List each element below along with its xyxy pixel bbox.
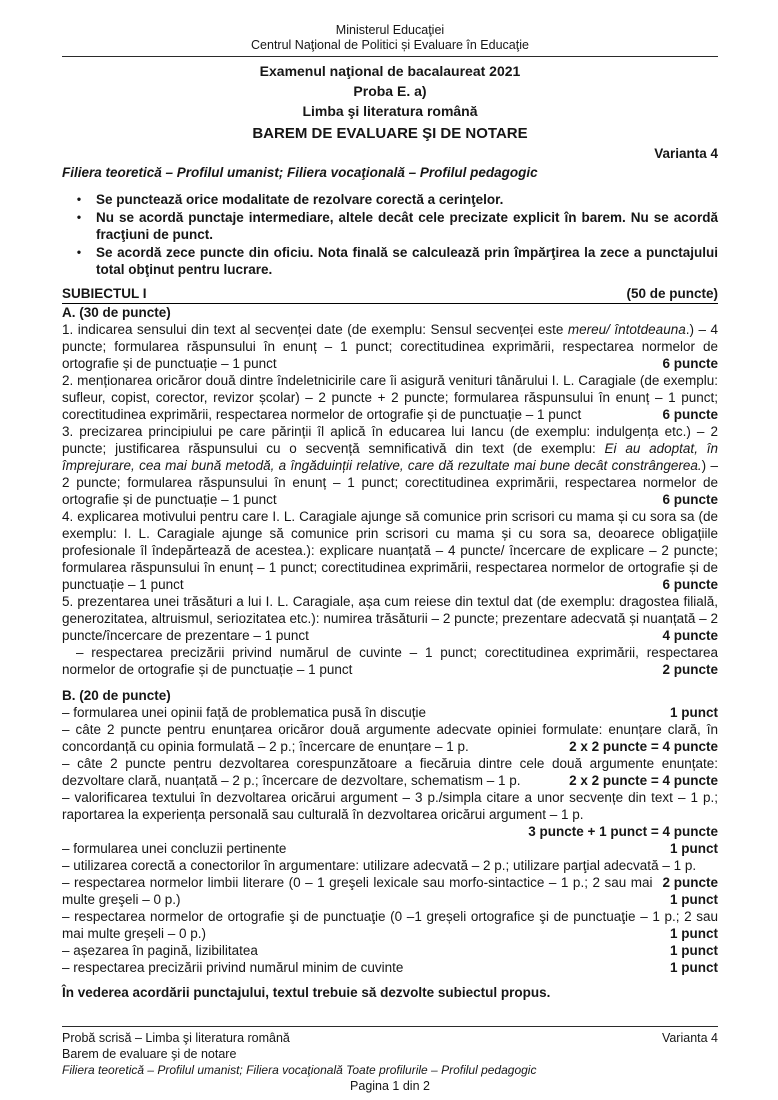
footer-page-number: Pagina 1 din 2 xyxy=(350,1079,430,1093)
points-value: 3 puncte + 1 punct = 4 puncte xyxy=(528,823,718,839)
rubric-example-text: Ei au adoptat, în împrejurare, cea mai bună metodă, a îngăduinții relative, care dă rezultate mai bune decât constrângerea. xyxy=(62,440,718,473)
rubric-item xyxy=(62,423,718,508)
footer-proba: Probă scrisă – Limba şi literatura română xyxy=(62,1031,290,1045)
points-value: 2 x 2 puncte = 4 puncte xyxy=(569,738,718,754)
rubric-text: – respectarea precizării privind numărul minim de cuvinte xyxy=(62,959,404,975)
points-value: 1 punct xyxy=(669,942,718,958)
rubric-item xyxy=(62,372,718,423)
subject-1-header xyxy=(62,285,718,304)
ministry-line-1: Ministerul Educaţiei xyxy=(335,23,445,37)
rubric-text: – câte 2 puncte pentru dezvoltarea corespunzătoare a fiecăruia dintre cele două argumente enunțate: dezvoltare clară, nuanțată – 2 p.; încercare de dezvoltare, schematism – 1 p. xyxy=(62,755,718,788)
rubric-text: – respectarea normelor limbii literare (0 – 1 greşeli lexicale sau morfo-sintactice – 1 p.; 2 sau mai multe greşeli – 0 p.) xyxy=(62,874,653,907)
rubric-example-text: mereu/ întotdeauna xyxy=(567,321,686,337)
rubric-text: – așezarea în pagină, lizibilitatea xyxy=(62,942,258,958)
footer-filiera: Filiera teoretică – Profilul umanist; Filiera vocaţională Toate profilurile – Profilul pedagogic xyxy=(62,1063,537,1077)
points-value: 2 puncte xyxy=(662,661,718,677)
ministry-line-2: Centrul Naţional de Politici și Evaluare în Educaţie xyxy=(251,38,529,52)
section-a-title: A. (30 de puncte) xyxy=(62,304,171,320)
subject-1-points: (50 de puncte) xyxy=(626,285,718,301)
rubric-text: 2. menționarea oricăror două dintre îndeletnicirile care îi asigură venituri tânărului I. L. Caragiale (de exemplu: sufleur, copist, corector, revizor școlar) – 2 puncte + 2 puncte; formularea răspunsului în enunț – 1 punct; corectitudinea exprimării, respectarea normelor de ortografie și de punctuație – 1 punct xyxy=(62,372,718,422)
rubric-item xyxy=(62,321,718,372)
rubric-item xyxy=(62,593,718,644)
rubric-text: 4. explicarea motivului pentru care I. L. Caragiale ajunge să comunice prin scrisori cu mama și cu sora sa (de exemplu: I. L. Caragiale ajunge să comunice prin scrisori cu mama și cu sora sa, deoarece obligațiile profesionale îl îndepărtează de acestea.): explicare nuanțată – 4 puncte/ încercare de explicare – 2 puncte; formularea răspunsului în enunț – 1 punct; corectitudinea exprimării, respectarea normelor de ortografie și de punctuație – 1 punct xyxy=(62,508,718,592)
footer-divider xyxy=(62,1026,718,1027)
points-value: 1 punct xyxy=(669,925,718,941)
rubric-text: .) – 4 puncte; formularea răspunsului în enunț – 1 punct; corectitudinea exprimării, respectarea normelor de ortografie și de punctuație – 1 punct xyxy=(62,321,718,371)
rubric-text: – respectarea normelor de ortografie şi de punctuaţie (0 –1 greșeli ortografice şi de punctuaţie – 1 p.; 2 sau mai multe greșeli – 0 p.) xyxy=(62,908,718,941)
rubric-item xyxy=(62,755,718,789)
points-value: 2 puncte xyxy=(662,874,718,890)
variant-label: Varianta 4 xyxy=(654,146,718,161)
rubric-text: – utilizarea corectă a conectorilor în argumentare: utilizare adecvată – 2 p.; utilizare parţial adecvată – 1 p. xyxy=(62,857,697,873)
points-value: 1 punct xyxy=(669,891,718,907)
points-value: 6 puncte xyxy=(662,355,718,371)
bullet-icon: • xyxy=(76,192,82,206)
rule-text: Se punctează orice modalitate de rezolvare corectă a cerinţelor. xyxy=(96,192,504,207)
filiera-line: Filiera teoretică – Profilul umanist; Filiera vocaţională – Profilul pedagogic xyxy=(62,165,538,180)
subject-1-title: SUBIECTUL I xyxy=(62,285,147,301)
rubric-text: – formularea unei opinii față de problematica pusă în discuție xyxy=(62,704,426,720)
bullet-icon: • xyxy=(76,244,82,259)
section-b-items xyxy=(62,704,718,976)
rubric-item xyxy=(62,721,718,755)
points-value: 4 puncte xyxy=(662,627,718,643)
rubric-text: 3. precizarea principiului pe care părinții îl aplică în educarea lui Iancu (de exemplu: indulgența etc.) – 2 puncte; justificarea răspunsului cu o secvență semnificativă din text (de exemplu: xyxy=(62,423,718,456)
header-divider xyxy=(62,56,718,57)
page-header xyxy=(62,23,718,182)
rubric-text: – respectarea precizării privind numărul de cuvinte – 1 punct; corectitudinea exprimării, respectarea normelor de ortografie și de punctuație – 1 punct xyxy=(62,644,718,677)
exam-subject: Limba şi literatura română xyxy=(302,103,478,119)
rubric-item xyxy=(62,857,718,890)
rubric-text: 5. prezentarea unei trăsături a lui I. L. Caragiale, așa cum reiese din textul dat (de exemplu: dragostea filială, generozitatea, altruismul, seriozitatea etc.): numirea trăsăturii – 2 puncte; prezentare adecvată și nuanțată – 2 puncte/încercare de prezentare – 1 punct xyxy=(62,593,718,643)
rule-bullet-item xyxy=(62,244,718,279)
final-note: În vederea acordării punctajului, textul trebuie să dezvolte subiectul propus. xyxy=(62,984,551,1000)
footer-barem: Barem de evaluare şi de notare xyxy=(62,1047,237,1061)
points-value: 1 punct xyxy=(669,840,718,856)
page-footer xyxy=(62,1026,718,1094)
points-value: 1 punct xyxy=(669,704,718,720)
exam-title: Examenul naţional de bacalaureat 2021 xyxy=(259,63,521,79)
rubric-item xyxy=(62,874,718,908)
rule-text: Nu se acordă punctaje intermediare, altele decât cele precizate explicit în barem. Nu se acordă fracţiuni de punct. xyxy=(96,209,718,242)
bullet-icon: • xyxy=(76,209,82,224)
rule-bullet-item xyxy=(62,209,718,244)
rule-bullet-item xyxy=(62,191,718,209)
section-b-title: B. (20 de puncte) xyxy=(62,687,171,703)
rubric-item xyxy=(62,789,718,823)
general-rules-list xyxy=(62,191,718,279)
rubric-text: 1. indicarea sensului din text al secvenței date (de exemplu: Sensul secvenței este xyxy=(62,321,568,337)
footer-variant: Varianta 4 xyxy=(661,1031,718,1045)
barem-title: BAREM DE EVALUARE ŞI DE NOTARE xyxy=(252,125,528,142)
rubric-item xyxy=(62,644,718,678)
rubric-item xyxy=(62,508,718,593)
rubric-text: – câte 2 puncte pentru enunțarea oricăror două argumente adecvate opiniei formulate: enunțare clară, în concordanță cu opinia formulată – 2 p.; încercare de enunțare – 1 p. xyxy=(62,721,718,754)
rubric-text: ) – 2 puncte; formularea răspunsului în enunț – 1 punct; corectitudinea exprimării, respectarea normelor de ortografie și de punctuație – 1 punct xyxy=(62,457,718,507)
points-value: 1 punct xyxy=(669,959,718,975)
rule-text: Se acordă zece puncte din oficiu. Nota finală se calculează prin împărţirea la zece a punctajului total obţinut pentru lucrare. xyxy=(96,244,718,277)
rubric-item xyxy=(62,840,718,857)
points-value: 6 puncte xyxy=(662,406,718,422)
rubric-item xyxy=(62,908,718,942)
section-a-items xyxy=(62,321,718,678)
rubric-text: – valorificarea textului în dezvoltarea oricărui argument – 3 p./simpla citare a unor secvențe din text – 1 p.; raportarea la experiența personală sau culturală în dezvoltarea oricărui argument – 1 p. xyxy=(62,789,718,822)
footer-row-1 xyxy=(62,1030,718,1046)
exam-proba: Proba E. a) xyxy=(353,83,427,99)
rubric-item xyxy=(62,942,718,959)
points-value: 6 puncte xyxy=(662,491,718,507)
points-value: 6 puncte xyxy=(662,576,718,592)
rubric-text: – formularea unei concluzii pertinente xyxy=(62,840,287,856)
rubric-item xyxy=(62,704,718,721)
rubric-item xyxy=(62,959,718,976)
points-value: 2 x 2 puncte = 4 puncte xyxy=(569,772,718,788)
